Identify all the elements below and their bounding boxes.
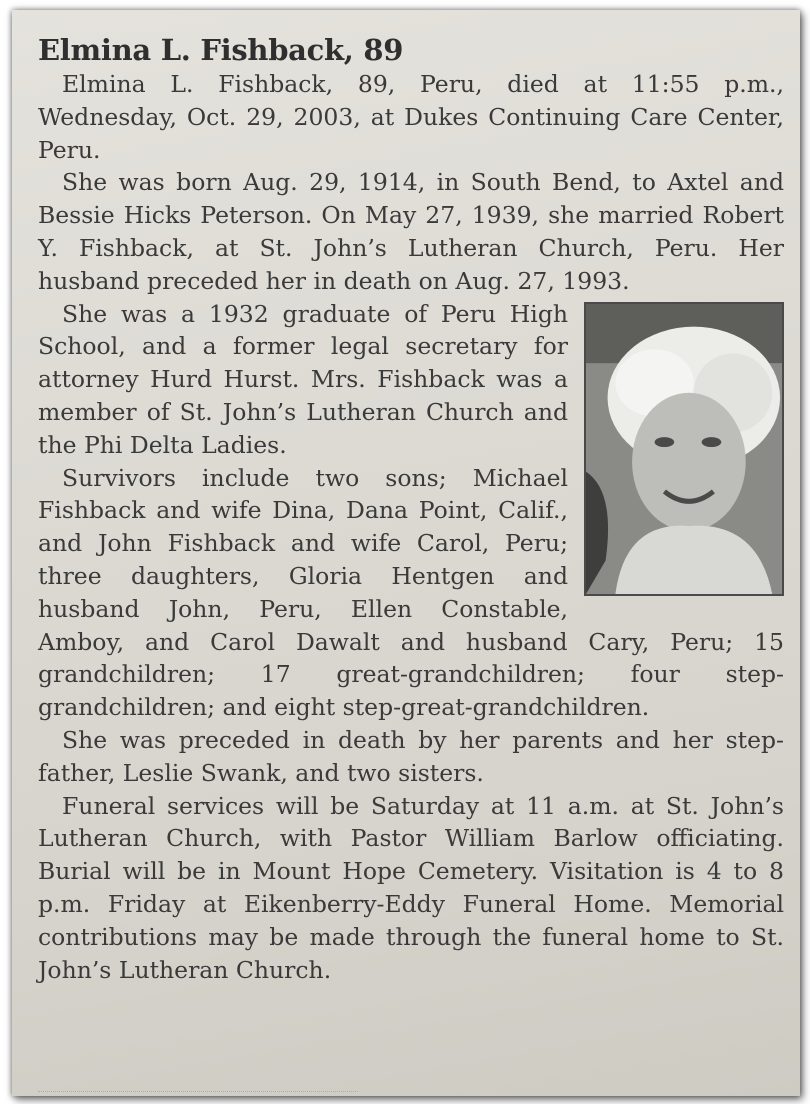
portrait-illustration bbox=[586, 304, 782, 594]
portrait-photo bbox=[584, 302, 784, 596]
paragraph-education-membership: She was a 1932 graduate of Peru High School, and a former legal secretary for attorney Hurd Hurst. Mrs. Fishback was a member of St. John’s Lutheran Church and the Phi Delta Ladies. bbox=[38, 299, 568, 459]
obituary-headline: Elmina L. Fishback, 89 bbox=[38, 33, 404, 67]
next-article-cut-edge bbox=[38, 1091, 358, 1096]
paragraph-birth-marriage: She was born Aug. 29, 1914, in South Bend, to Axtel and Bessie Hicks Peterson. On May 27, 1939, she married Robert Y. Fishback, at St. John’s Lutheran Church, Peru. Her husband preceded her in death on Aug. 27, 1993. bbox=[38, 168, 784, 295]
newspaper-clipping-frame bbox=[12, 10, 800, 1096]
paragraph-funeral-services: Funeral services will be Saturday at 11 a.m. at St. John’s Lutheran Church, with Pastor William Barlow officiating. Burial will be in Mount Hope Cemetery. Visitation is 4 to 8 p.m. Friday at Eikenberry-Eddy Funeral Home. Memorial contributions may be made through the funeral home to St. John’s Lutheran Church. bbox=[38, 791, 784, 984]
paragraph-preceded-in-death: She was preceded in death by her parents and her step-father, Leslie Swank, and two sisters. bbox=[38, 725, 784, 787]
paragraph-death-notice: Elmina L. Fishback, 89, Peru, died at 11:55 p.m., Wednesday, Oct. 29, 2003, at Dukes Continuing Care Center, Peru. bbox=[38, 70, 784, 164]
obituary-article bbox=[38, 32, 784, 986]
paragraph-survivors: Survivors include two sons; Michael Fishback and wife Dina, Dana Point, Calif., and John Fishback and wife Carol, Peru; three daughters, Gloria Hentgen and husband John, Peru, Ellen Constable, Amboy, and Carol Dawalt and husband Cary, Peru; 15 grandchildren; 17 great-grandchildren; four step-grandchildren; and eight step-great-grandchildren. bbox=[38, 463, 784, 722]
